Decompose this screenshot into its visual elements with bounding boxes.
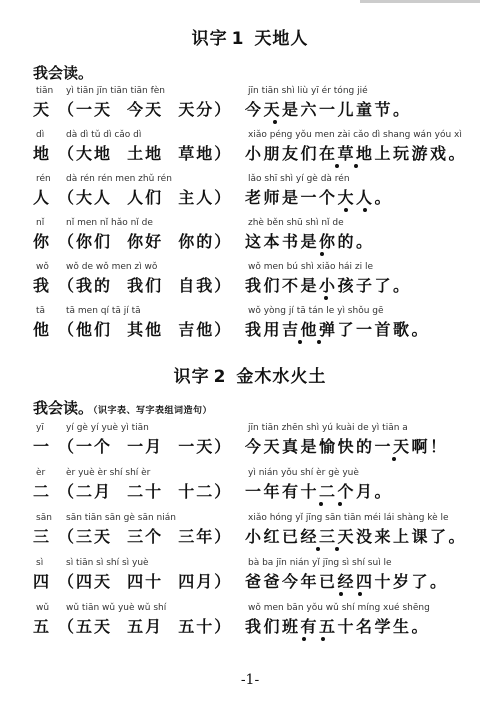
table-row — [0, 262, 500, 304]
emphasis-dot — [321, 637, 325, 641]
main-character: 五 — [33, 617, 50, 636]
word-group: （他们 其他 吉他） — [58, 320, 233, 339]
table-row — [0, 306, 500, 348]
pinyin-main: tiān — [36, 86, 54, 96]
word-group: （二月 二十 十二） — [58, 482, 233, 501]
pinyin-words: tā men qí tā jí tā — [66, 306, 141, 316]
table-row — [0, 558, 500, 600]
pinyin-main: sān — [36, 513, 52, 523]
example-sentence: 小朋友们在草地上玩游戏。 — [245, 144, 468, 163]
example-sentence: 一年有十二个月。 — [245, 482, 394, 501]
pinyin-words: yì tiān jīn tiān tiān fèn — [66, 86, 165, 96]
pinyin-words: sì tiān sì shí sì yuè — [66, 558, 149, 568]
word-group: （你们 你好 你的） — [58, 232, 233, 251]
pinyin-main: wǔ — [36, 603, 50, 613]
main-character: 你 — [33, 232, 50, 251]
pinyin-sentence: wǒ yòng jí tā tán le yì shǒu gē — [248, 306, 384, 316]
table-row — [0, 218, 500, 260]
pinyin-sentence: xiǎo hóng yǐ jīng sān tiān méi lái shàng kè le — [248, 513, 449, 523]
pinyin-words: èr yuè èr shí shí èr — [66, 468, 151, 478]
pinyin-main: tā — [36, 306, 46, 316]
emphasis-dot — [298, 340, 302, 344]
lesson2-title-prefix: 识字 — [173, 367, 210, 387]
main-character: 三 — [33, 527, 50, 546]
table-row — [0, 130, 500, 172]
top-edge-mark — [360, 0, 480, 3]
pinyin-sentence: yì nián yǒu shí èr gè yuè — [248, 468, 359, 478]
pinyin-sentence: jīn tiān zhēn shì yú kuài de yì tiān a — [248, 423, 408, 433]
emphasis-dot — [317, 340, 321, 344]
page-number: -1- — [240, 672, 260, 688]
table-row — [0, 603, 500, 645]
emphasis-dot — [338, 502, 342, 506]
pinyin-words: dà rén rén men zhǔ rén — [66, 174, 172, 184]
lesson2-title-number: 2 — [213, 367, 227, 387]
example-sentence: 爸爸今年已经四十岁了。 — [245, 572, 449, 591]
pinyin-main: dì — [36, 130, 45, 140]
lesson1-title-text: 天地人 — [254, 29, 309, 49]
lesson2-title — [0, 362, 500, 387]
word-group: （三天 三个 三年） — [58, 527, 233, 546]
pinyin-main: sì — [36, 558, 44, 568]
pinyin-main: èr — [36, 468, 46, 478]
table-row — [0, 174, 500, 216]
emphasis-dot — [302, 637, 306, 641]
lesson2-label — [33, 397, 212, 418]
pinyin-words: dà dì tǔ dì cǎo dì — [66, 130, 142, 140]
pinyin-sentence: wǒ men bú shì xiǎo hái zi le — [248, 262, 374, 272]
emphasis-dot — [335, 547, 339, 551]
lesson1-title — [0, 24, 500, 49]
main-character: 人 — [33, 188, 50, 207]
pinyin-words: sān tiān sān gè sān nián — [66, 513, 176, 523]
table-row — [0, 86, 500, 128]
example-sentence: 我们不是小孩子了。 — [245, 276, 412, 295]
word-group: （一天 今天 天分） — [58, 100, 233, 119]
emphasis-dot — [320, 252, 324, 256]
emphasis-dot — [319, 502, 323, 506]
emphasis-dot — [358, 592, 362, 596]
main-character: 他 — [33, 320, 50, 339]
emphasis-dot — [363, 208, 367, 212]
table-row — [0, 468, 500, 510]
example-sentence: 我用吉他弹了一首歌。 — [245, 320, 431, 339]
pinyin-main: yī — [36, 423, 44, 433]
main-character: 二 — [33, 482, 50, 501]
pinyin-sentence: lǎo shī shì yí gè dà rén — [248, 174, 350, 184]
lesson1-label: 我会读。 — [33, 64, 94, 82]
pinyin-words: wǒ de wǒ men zì wǒ — [66, 262, 158, 272]
word-group: （一个 一月 一天） — [58, 437, 233, 456]
table-row — [0, 423, 500, 465]
lesson1-title-prefix: 识字 — [191, 29, 228, 49]
main-character: 天 — [33, 100, 50, 119]
lesson2-note: （识字表、写字表组词造句） — [93, 406, 213, 416]
pinyin-words: nǐ men nǐ hǎo nǐ de — [66, 218, 153, 228]
emphasis-dot — [335, 164, 339, 168]
word-group: （四天 四十 四月） — [58, 572, 233, 591]
example-sentence: 今天真是愉快的一天啊！ — [245, 437, 449, 456]
example-sentence: 今天是六一儿童节。 — [245, 100, 412, 119]
pinyin-sentence: zhè běn shū shì nǐ de — [248, 218, 344, 228]
pinyin-sentence: bà ba jīn nián yǐ jīng sì shí suì le — [248, 558, 392, 568]
pinyin-words: wǔ tiān wǔ yuè wǔ shí — [66, 603, 167, 613]
emphasis-dot — [273, 120, 277, 124]
main-character: 一 — [33, 437, 50, 456]
example-sentence: 这本书是你的。 — [245, 232, 375, 251]
emphasis-dot — [339, 592, 343, 596]
word-group: （大地 土地 草地） — [58, 144, 233, 163]
main-character: 我 — [33, 276, 50, 295]
pinyin-sentence: jīn tiān shì liù yī ér tóng jié — [248, 86, 368, 96]
example-sentence: 老师是一个大人。 — [245, 188, 394, 207]
emphasis-dot — [324, 296, 328, 300]
pinyin-main: rén — [36, 174, 51, 184]
emphasis-dot — [316, 547, 320, 551]
lesson2-title-text: 金木水火土 — [236, 367, 327, 387]
pinyin-main: nǐ — [36, 218, 45, 228]
main-character: 四 — [33, 572, 50, 591]
word-group: （五天 五月 五十） — [58, 617, 233, 636]
lesson1-title-number: 1 — [231, 29, 245, 49]
lesson2-label-text: 我会读。 — [33, 399, 94, 417]
pinyin-sentence: wǒ men bān yǒu wǔ shí míng xué shēng — [248, 603, 430, 613]
pinyin-words: yí gè yí yuè yì tiān — [66, 423, 149, 433]
emphasis-dot — [354, 164, 358, 168]
emphasis-dot — [344, 208, 348, 212]
table-row — [0, 513, 500, 555]
word-group: （我的 我们 自我） — [58, 276, 233, 295]
pinyin-sentence: xiǎo péng yǒu men zài cǎo dì shang wán yóu xì — [248, 130, 462, 140]
emphasis-dot — [392, 457, 396, 461]
pinyin-main: wǒ — [36, 262, 49, 272]
example-sentence: 我们班有五十名学生。 — [245, 617, 431, 636]
main-character: 地 — [33, 144, 50, 163]
example-sentence: 小红已经三天没来上课了。 — [245, 527, 468, 546]
word-group: （大人 人们 主人） — [58, 188, 233, 207]
